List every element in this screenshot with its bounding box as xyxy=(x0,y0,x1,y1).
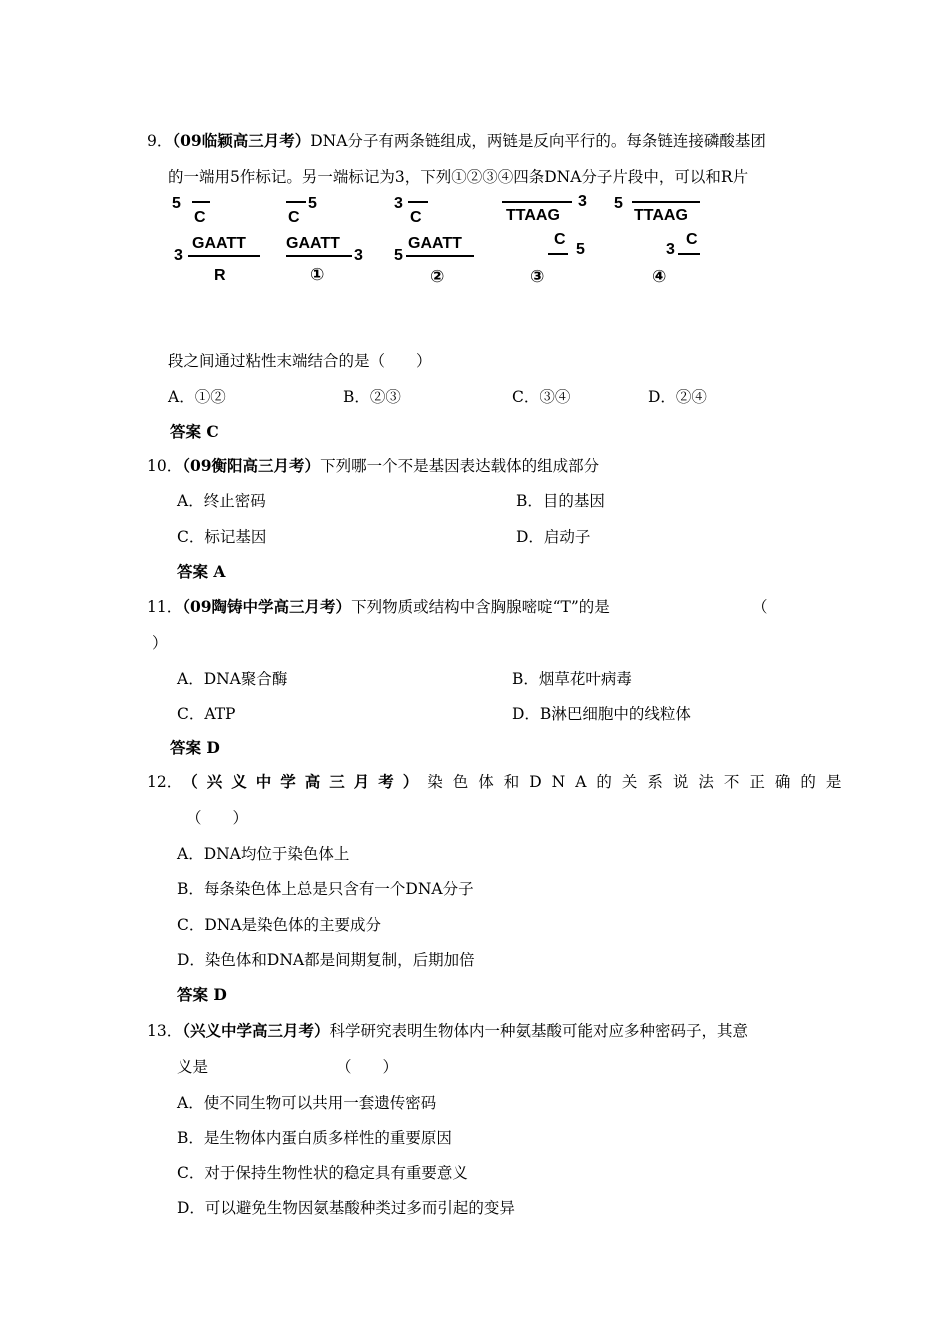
q13-stem: 科学研究表明生物体内一种氨基酸可能对应多种密码子，其意 xyxy=(329,1022,749,1040)
q10-number: 10． xyxy=(147,457,183,475)
q9-number: 9． xyxy=(147,132,173,150)
fragment-3 xyxy=(502,193,587,286)
q12-option-a: A．DNA均位于染色体上 xyxy=(177,845,350,863)
fragment-r-top-end: 5 xyxy=(172,195,181,212)
fragment-2-label: ② xyxy=(430,267,445,286)
q9-stem-cont: 的一端用5作标记。另一端标记为3，下列①②③④四条DNA分子片段中，可以和R片 xyxy=(168,168,749,186)
q13-option-a: A．使不同生物可以共用一套遗传密码 xyxy=(177,1094,437,1112)
fragment-r-top-seq: C xyxy=(194,209,206,226)
q11-stem: 下列物质或结构中含胸腺嘧啶“T”的是 xyxy=(351,598,610,616)
q11-line-1 xyxy=(147,596,610,618)
q9-stem: DNA分子有两条链组成，两链是反向平行的。每条链连接磷酸基团 xyxy=(310,132,766,150)
fragment-4-bottom-seq: C xyxy=(686,231,698,248)
fragment-2-bottom-seq: GAATT xyxy=(408,235,462,252)
q11-answer: 答案 D xyxy=(170,738,220,757)
fragment-r-bottom-seq: GAATT xyxy=(192,235,246,252)
fragment-3-bottom-end: 5 xyxy=(576,241,585,258)
q13-option-c: C．对于保持生物性状的稳定具有重要意义 xyxy=(177,1164,468,1182)
q12-line-1 xyxy=(147,771,852,793)
q9-answer: 答案 C xyxy=(170,422,219,441)
q13-option-b: B．是生物体内蛋白质多样性的重要原因 xyxy=(177,1129,452,1147)
dna-fragments-figure xyxy=(168,188,728,298)
q9-stem-end: 段之间通过粘性末端结合的是（ ） xyxy=(168,352,432,370)
q9-option-b: B．②③ xyxy=(343,388,401,406)
q13-number: 13． xyxy=(147,1022,183,1040)
q9-option-c: C．③④ xyxy=(512,388,571,406)
fragment-r xyxy=(172,195,260,284)
fragment-4-top-seq: TTAAG xyxy=(634,207,688,224)
fragment-2 xyxy=(394,195,474,286)
q13-stem-cont: 义是 xyxy=(177,1058,209,1076)
fragment-r-bottom-end: 3 xyxy=(174,247,183,264)
q13-line-1 xyxy=(147,1020,748,1042)
fragment-4 xyxy=(614,195,700,286)
fragment-1-top-end: 5 xyxy=(308,195,317,212)
q11-option-c: C．ATP xyxy=(177,705,236,723)
fragment-r-label: R xyxy=(214,267,226,284)
fragment-1-bottom-end: 3 xyxy=(354,247,363,264)
q13-option-d: D．可以避免生物因氨基酸种类过多而引起的变异 xyxy=(177,1199,515,1217)
q10-line-1 xyxy=(147,455,599,477)
q11-option-d: D．B淋巴细胞中的线粒体 xyxy=(512,705,691,723)
q10-option-a: A．终止密码 xyxy=(177,492,266,510)
q11-number: 11． xyxy=(147,598,183,616)
q12-option-c: C．DNA是染色体的主要成分 xyxy=(177,916,382,934)
fragment-2-top-seq: C xyxy=(410,209,422,226)
fragment-1-top-seq: C xyxy=(288,209,300,226)
q11-option-b: B．烟草花叶病毒 xyxy=(512,670,632,688)
q10-option-d: D．启动子 xyxy=(516,528,591,546)
q11-option-a: A．DNA聚合酶 xyxy=(177,670,288,688)
fragment-4-top-end: 5 xyxy=(614,195,623,212)
fragment-4-bottom-end: 3 xyxy=(666,241,675,258)
fragment-2-bottom-end: 5 xyxy=(394,247,403,264)
q10-option-b: B．目的基因 xyxy=(516,492,605,510)
q9-option-a: A．①② xyxy=(168,388,226,406)
fragment-4-label: ④ xyxy=(652,267,667,286)
fragment-3-bottom-seq: C xyxy=(554,231,566,248)
q9-source: （09临颖高三月考） xyxy=(172,131,311,150)
fragment-2-top-end: 3 xyxy=(394,195,403,212)
fragment-1-bottom-seq: GAATT xyxy=(286,235,340,252)
q11-source: （09陶铸中学高三月考） xyxy=(182,597,352,616)
q10-answer: 答案 A xyxy=(177,562,226,581)
q12-paren: （ ） xyxy=(186,809,249,827)
q9-option-d: D．②④ xyxy=(648,388,707,406)
q12-answer: 答案 D xyxy=(177,985,227,1004)
q11-paren-open: （ xyxy=(752,598,768,616)
q12-option-b: B．每条染色体上总是只含有一个DNA分子 xyxy=(177,880,474,898)
fragment-3-top-seq: TTAAG xyxy=(506,207,560,224)
q12-option-d: D．染色体和DNA都是间期复制，后期加倍 xyxy=(177,951,475,969)
fragment-3-top-end: 3 xyxy=(578,193,587,210)
fragment-1 xyxy=(286,195,363,284)
fragment-1-label: ① xyxy=(310,265,325,284)
q13-paren: （ ） xyxy=(336,1058,399,1076)
q10-stem: 下列哪一个不是基因表达载体的组成部分 xyxy=(320,457,600,475)
q13-source: （兴义中学高三月考） xyxy=(182,1021,330,1040)
fragment-3-label: ③ xyxy=(530,267,545,286)
q12-stem: 染色体和DNA的关系说法不正确的是 xyxy=(427,773,852,791)
q10-source: （09衡阳高三月考） xyxy=(182,456,321,475)
q12-number: 12． xyxy=(147,773,183,791)
q11-paren-close: ） xyxy=(152,634,168,652)
q10-option-c: C．标记基因 xyxy=(177,528,267,546)
q12-source: （兴义中学高三月考） xyxy=(182,772,428,791)
q9-line-1 xyxy=(147,130,766,152)
